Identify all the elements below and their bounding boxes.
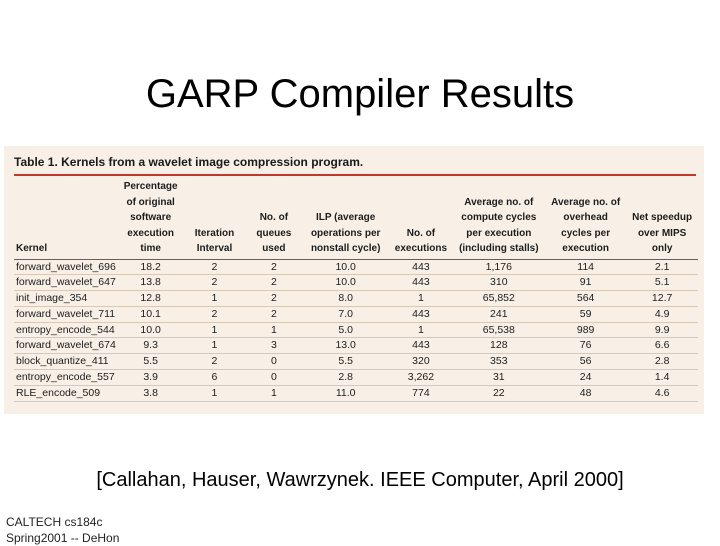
cell-compute-cycles: 65,538 (482, 323, 515, 336)
table-row (14, 306, 698, 322)
cell-queues: 2 (270, 307, 277, 320)
table-body (14, 259, 698, 401)
cell-queues: 1 (270, 386, 277, 399)
cell-overhead-cycles: 114 (577, 260, 595, 273)
cell-percentage: 9.3 (143, 339, 158, 352)
cell-kernel: forward_wavelet_711 (16, 307, 116, 320)
table-caption: Table 1. Kernels from a wavelet image compression program. (14, 155, 364, 169)
slide-title: GARP Compiler Results (145, 72, 575, 116)
cell-kernel: forward_wavelet_696 (16, 260, 116, 273)
cell-compute-cycles: 1,176 (485, 260, 512, 273)
cell-kernel: RLE_encode_509 (16, 386, 101, 399)
cell-ilp: 10.0 (335, 276, 356, 289)
table-row (14, 322, 698, 338)
header-ilp: ILP (average operations per nonstall cycle) (310, 212, 381, 254)
cell-ilp: 13.0 (335, 339, 356, 352)
cell-ilp: 5.5 (338, 355, 353, 368)
cell-net-speedup: 4.9 (654, 307, 670, 320)
table-row (14, 385, 698, 401)
cell-iteration-interval: 1 (211, 292, 218, 305)
cell-overhead-cycles: 76 (579, 339, 592, 352)
cell-net-speedup: 6.6 (654, 339, 670, 352)
cell-executions: 774 (412, 386, 430, 399)
cell-kernel: forward_wavelet_647 (16, 276, 116, 289)
cell-percentage: 10.1 (140, 307, 161, 320)
table-row (14, 370, 698, 386)
cell-executions: 443 (412, 307, 430, 320)
cell-percentage: 5.5 (143, 355, 158, 368)
cell-compute-cycles: 128 (490, 339, 508, 352)
header-overhead-cycles: Average no. of overhead cycles per execution (551, 196, 621, 254)
cell-iteration-interval: 2 (211, 307, 218, 320)
cell-ilp: 8.0 (338, 292, 353, 305)
cell-queues: 0 (270, 371, 277, 384)
cell-queues: 1 (270, 323, 277, 336)
cell-overhead-cycles: 48 (579, 386, 592, 399)
cell-executions: 443 (412, 276, 430, 289)
header-executions: No. of executions (394, 227, 448, 254)
cell-percentage: 3.8 (143, 386, 158, 399)
cell-compute-cycles: 31 (492, 371, 505, 384)
footer-term: Spring2001 -- DeHon (6, 531, 120, 545)
footer-course: CALTECH cs184c (6, 515, 103, 529)
cell-compute-cycles: 353 (490, 355, 508, 368)
cell-kernel: forward_wavelet_674 (16, 339, 116, 352)
cell-iteration-interval: 1 (211, 386, 218, 399)
cell-net-speedup: 4.6 (654, 386, 670, 399)
cell-queues: 2 (270, 292, 277, 305)
cell-percentage: 13.8 (140, 276, 161, 289)
citation: [Callahan, Hauser, Wawrzynek. IEEE Computer, April 2000] (96, 469, 624, 491)
header-percentage: Percentage of original software execution time (123, 181, 178, 254)
cell-ilp: 7.0 (338, 307, 353, 320)
cell-net-speedup: 5.1 (654, 276, 670, 289)
header-queues: No. of queues used (256, 212, 292, 254)
cell-net-speedup: 2.1 (654, 260, 670, 273)
table-row (14, 275, 698, 291)
table-row (14, 291, 698, 307)
cell-executions: 1 (418, 323, 424, 336)
cell-executions: 3,262 (407, 371, 435, 384)
cell-kernel: entropy_encode_557 (16, 371, 115, 384)
table-row (14, 354, 698, 370)
cell-compute-cycles: 310 (490, 276, 508, 289)
cell-kernel: init_image_354 (16, 292, 88, 305)
cell-queues: 0 (270, 355, 277, 368)
cell-net-speedup: 12.7 (651, 292, 673, 305)
cell-ilp: 10.0 (335, 260, 356, 273)
cell-ilp: 2.8 (338, 371, 353, 384)
cell-percentage: 3.9 (143, 371, 158, 384)
cell-iteration-interval: 1 (211, 339, 218, 352)
cell-queues: 2 (270, 276, 277, 289)
table-row (14, 338, 698, 354)
cell-overhead-cycles: 59 (579, 307, 592, 320)
cell-overhead-cycles: 24 (579, 371, 592, 384)
cell-compute-cycles: 241 (490, 307, 508, 320)
cell-kernel: block_quantize_411 (16, 355, 109, 368)
cell-iteration-interval: 2 (211, 260, 218, 273)
cell-ilp: 5.0 (338, 323, 353, 336)
cell-executions: 320 (412, 355, 430, 368)
cell-kernel: entropy_encode_544 (16, 323, 115, 336)
table-figure (4, 146, 704, 414)
cell-percentage: 10.0 (140, 323, 161, 336)
table-header-row (14, 176, 698, 259)
cell-executions: 443 (412, 339, 430, 352)
cell-executions: 1 (418, 292, 424, 305)
header-kernel: Kernel (16, 243, 48, 254)
cell-net-speedup: 1.4 (654, 371, 670, 384)
cell-overhead-cycles: 56 (579, 355, 592, 368)
header-net-speedup: Net speedup over MIPS only (632, 212, 693, 254)
cell-queues: 3 (270, 339, 277, 352)
cell-percentage: 18.2 (140, 260, 161, 273)
kernels-table (14, 176, 698, 402)
table-row (14, 259, 698, 275)
header-compute-cycles: Average no. of compute cycles per execution (including stalls) (459, 196, 539, 254)
cell-iteration-interval: 2 (211, 276, 218, 289)
cell-queues: 2 (270, 260, 277, 273)
cell-overhead-cycles: 989 (576, 323, 595, 336)
cell-ilp: 11.0 (335, 386, 356, 399)
cell-iteration-interval: 2 (211, 355, 218, 368)
cell-iteration-interval: 1 (211, 323, 218, 336)
cell-overhead-cycles: 91 (579, 276, 592, 289)
cell-overhead-cycles: 564 (576, 292, 595, 305)
cell-executions: 443 (412, 260, 430, 273)
header-iteration-interval: Iteration Interval (194, 227, 235, 254)
cell-iteration-interval: 6 (211, 371, 218, 384)
cell-compute-cycles: 22 (492, 386, 505, 399)
cell-compute-cycles: 65,852 (482, 292, 515, 305)
cell-percentage: 12.8 (140, 292, 161, 305)
cell-net-speedup: 9.9 (654, 323, 670, 336)
cell-net-speedup: 2.8 (654, 355, 670, 368)
